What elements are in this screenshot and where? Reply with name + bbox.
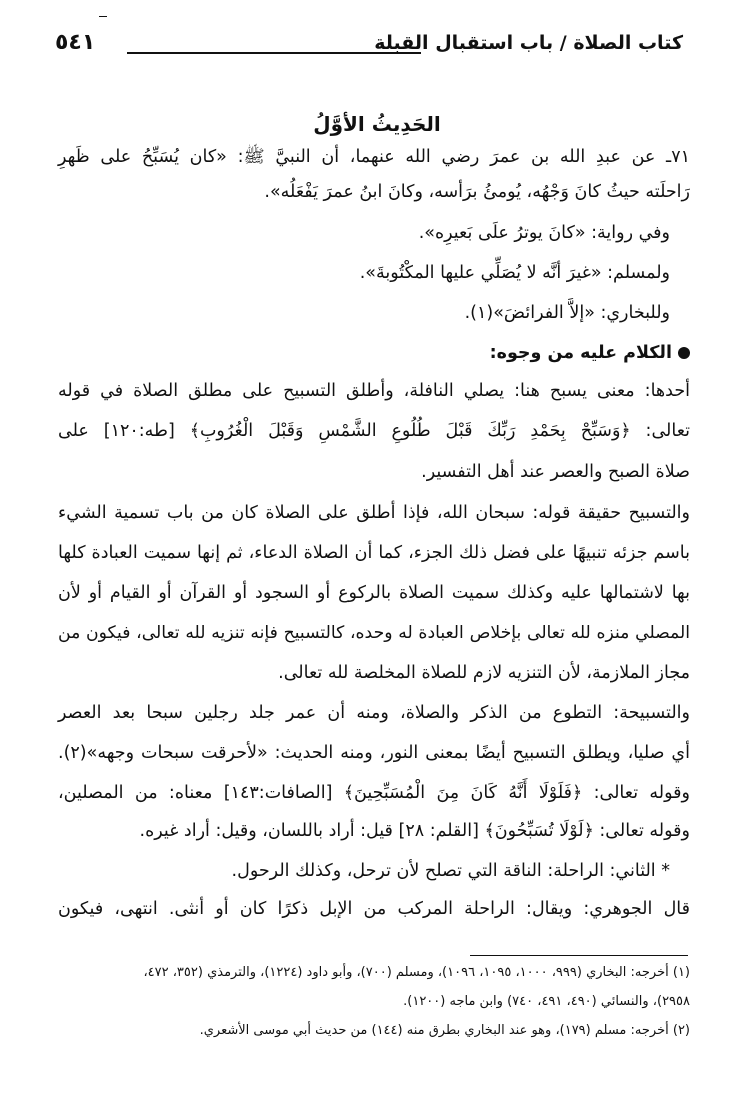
footnote-line: (٢) أخرجه: مسلم (١٧٩)، وهو عند البخاري بطرق منه (١٤٤) من حديث أبي موسى الأشعري. bbox=[199, 1023, 690, 1038]
running-title: كتاب الصلاة / باب استقبال القبلة bbox=[374, 32, 683, 54]
text-line: رَاحلَته حيثُ كانَ وَجْهُه، يُومئُ برَأسه، وكانَ ابنُ عمرَ يَفْعَلُه». bbox=[264, 182, 690, 202]
text-line: وقوله تعالى: ﴿فَلَوْلَا أَنَّهُ كَانَ مِنَ الْمُسَبِّحِينَ﴾ [الصافات:١٤٣] معناه: من المصلين، bbox=[58, 783, 690, 803]
section-heading bbox=[58, 342, 690, 365]
text-line: ٧١ـ عن عبدِ الله بن عمرَ رضي الله عنهما، أن النبيَّ ﷺ: «كان يُسَبِّحُ على ظَهرِ bbox=[58, 147, 690, 167]
footnote-separator bbox=[470, 955, 688, 956]
text-line: وللبخاري: «إلاَّ الفرائضَ»(١). bbox=[464, 303, 670, 323]
page-number: ٥٤١ bbox=[55, 30, 96, 55]
footnote-line: (١) أخرجه: البخاري (٩٩٩، ١٠٠٠، ١٠٩٥، ١٠٩٦)، ومسلم (٧٠٠)، وأبو داود (١٢٢٤)، والترمذي (٣٥٢، ٤٧٢، bbox=[143, 965, 690, 980]
text-line: ولمسلم: «غيرَ أنَّه لا يُصَلِّي عليها المكْتُوبةَ». bbox=[359, 263, 670, 283]
footnote-line: ٢٩٥٨)، والنسائي (٤٩٠، ٤٩١، ٧٤٠) وابن ماجه (١٢٠٠). bbox=[403, 994, 690, 1009]
text-line: صلاة الصبح والعصر عند أهل التفسير. bbox=[421, 462, 690, 482]
text-line: بها لاشتمالها عليه وكذلك سميت الصلاة بالركوع أو السجود أو القرآن أو القيام أو لأن bbox=[58, 583, 690, 603]
text-line: قال الجوهري: ويقال: الراحلة المركب من الإبل ذكرًا كان أو أنثى. انتهى، فيكون bbox=[58, 899, 690, 919]
header-rule bbox=[127, 52, 421, 54]
text-line: مجاز الملازمة، لأن التنزيه لازم للصلاة المخلصة لله تعالى. bbox=[278, 663, 690, 683]
text-line: والتسبيحة: التطوع من الذكر والصلاة، ومنه أن عمر جلد رجلين سبحا بعد العصر bbox=[58, 703, 690, 723]
text-line: تعالى: ﴿وَسَبِّحْ بِحَمْدِ رَبِّكَ قَبْلَ طُلُوعِ الشَّمْسِ وَقَبْلَ الْغُرُوبِ﴾ [طه:١٢٠] على bbox=[58, 421, 691, 441]
text-line: أحدها: معنى يسبح هنا: يصلي النافلة، وأطلق التسبيح على مطلق الصلاة في قوله bbox=[58, 381, 690, 401]
text-line: المصلي منزه لله تعالى بإخلاص العبادة له وحده، كالتسبيح فإنه تنزيه لله تعالى، فيكون من bbox=[58, 623, 690, 643]
text-line: والتسبيح حقيقة قوله: سبحان الله، فإذا أطلق على الصلاة كان من باب تسمية الشيء bbox=[58, 503, 690, 523]
text-line: وفي رواية: «كانَ يوترُ علَى بَعيرِه». bbox=[418, 223, 670, 243]
bullet-icon bbox=[678, 347, 690, 359]
text-line: وقوله تعالى: ﴿لَوْلَا تُسَبِّحُونَ﴾ [القلم: ٢٨] قيل: أراد باللسان، وقيل: أراد غيره. bbox=[139, 821, 690, 841]
section-heading-text: الكلام عليه من وجوه: bbox=[489, 343, 672, 363]
text-line: باسم جزئه تنبيهًا على فضل ذلك الجزء، كما أن الصلاة الدعاء، ثم إنها سميت العبادة كلها bbox=[58, 543, 690, 563]
text-line: أي صليا، ويطلق التسبيح أيضًا بمعنى النور، ومنه الحديث: «لأحرقت سبحات وجهه»(٢). bbox=[58, 743, 690, 763]
text-line: * الثاني: الراحلة: الناقة التي تصلح لأن ترحل، وكذلك الرحول. bbox=[231, 861, 670, 881]
running-header bbox=[55, 30, 683, 72]
hadith-heading: الحَدِيثُ الأوَّلُ bbox=[313, 112, 441, 136]
header-tick-mark bbox=[99, 16, 107, 17]
